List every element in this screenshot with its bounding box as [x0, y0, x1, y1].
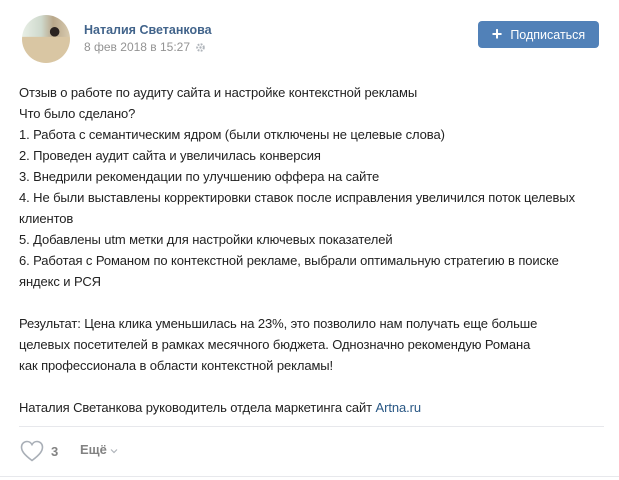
post-line: 6. Работая с Романом по контекстной рекламе, выбрали оптимальную стратегию в поиске яндекс и РСЯ	[19, 253, 559, 289]
more-button[interactable]	[80, 442, 118, 457]
subscribe-button[interactable]	[478, 21, 599, 48]
artna-link[interactable]: Artna.ru	[375, 400, 421, 415]
post-line: 1. Работа с семантическим ядром (были отключены не целевые слова)	[19, 127, 445, 142]
heart-icon	[20, 440, 44, 462]
post-line: 3. Внедрили рекомендации по улучшению оффера на сайте	[19, 169, 380, 184]
post-bottom-border	[0, 476, 619, 477]
gear-icon[interactable]	[195, 42, 206, 53]
post-text	[19, 82, 604, 418]
post-result: Результат: Цена клика уменьшилась на 23%, это позволило нам получать еще больше целевых посетителей в рамках месячного бюджета. Однозначно рекомендую Романа как профессионала в области контекстной рекламы!	[19, 316, 538, 373]
post-header	[0, 0, 619, 70]
post-signature	[19, 397, 604, 418]
spacer	[19, 292, 604, 313]
author-name-link[interactable]: Наталия Светанкова	[84, 23, 212, 37]
author-avatar[interactable]	[22, 15, 70, 63]
post-line: Что было сделано?	[19, 106, 136, 121]
signature-text: Наталия Светанкова руководитель отдела маркетинга сайт	[19, 400, 376, 415]
subscribe-label: Подписаться	[510, 27, 586, 42]
like-count: 3	[51, 443, 59, 459]
post-line: 4. Не были выставлены корректировки ставок после исправления увеличился поток целевых клиентов	[19, 190, 575, 226]
spacer	[19, 376, 604, 397]
post-footer	[0, 432, 619, 472]
post-line: 5. Добавлены utm метки для настройки ключевых показателей	[19, 232, 393, 247]
footer-divider	[19, 426, 604, 427]
plus-icon: +	[491, 23, 503, 44]
chevron-down-icon	[110, 448, 118, 454]
post-date[interactable]: 8 фев 2018 в 15:27	[84, 40, 191, 54]
like-button[interactable]	[20, 440, 58, 462]
post-line: Отзыв о работе по аудиту сайта и настройке контекстной рекламы	[19, 85, 418, 100]
post-line: 2. Проведен аудит сайта и увеличилась конверсия	[19, 148, 321, 163]
post-date-row	[84, 40, 206, 54]
more-label: Ещё	[80, 442, 107, 457]
